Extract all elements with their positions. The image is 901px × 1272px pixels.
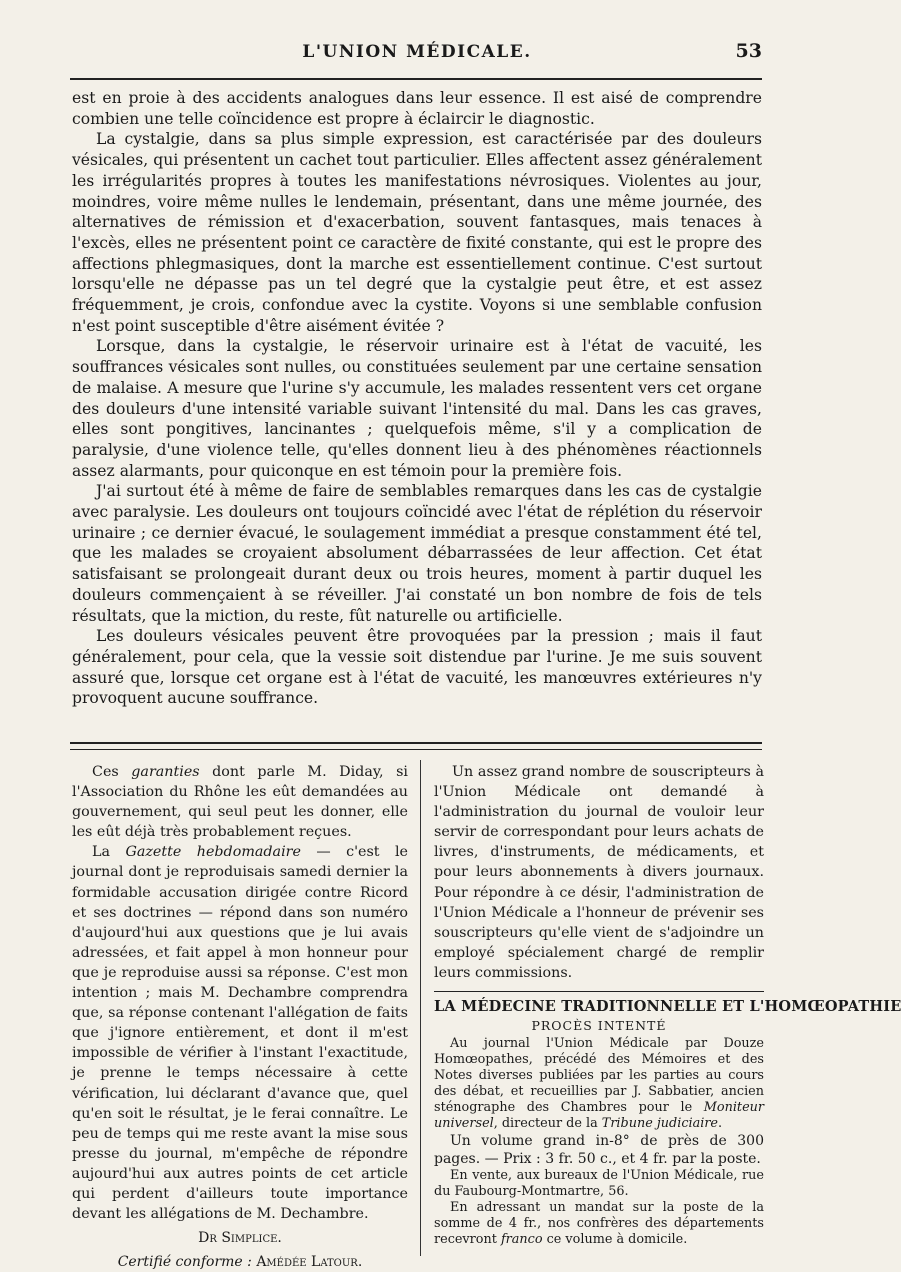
signature: Dr Simplice.	[198, 1230, 282, 1247]
notice-text: Un assez grand nombre de souscripteurs à l'Union Médicale ont demandé à l'administration du journal de vouloir leur servir de correspondant pour leurs achats de livres, d'instruments, de médicaments, et pour leurs abonnements à divers journaux. Pour répondre à ce désir, l'administration de l'Union Médicale a l'honneur de prévenir ses souscripteurs qu'elle vient de s'adjoindre un employé spécialement chargé de remplir leurs commissions.	[434, 764, 764, 981]
ad-paragraph-3: En vente, aux bureaux de l'Union Médicale, rue du Faubourg-Montmartre, 56.	[434, 1168, 764, 1200]
notice-rule	[434, 991, 764, 992]
header-rule	[70, 78, 762, 80]
page-header	[72, 38, 762, 68]
left-paragraph-2: La Gazette hebdomadaire — c'est le journal dont je reproduisais samedi dernier la formidable accusation dirigée contre Ricord et ses doctrines — répond dans son numéro d'aujourd'hui aux questions que je lui avais adressées, et fait appel à mon honneur pour que je reproduise aussi sa réponse. C'est mon intention ; mais M. Dechambre comprendra que, sa réponse contenant l'allégation de faits que j'ignore entièrement, et dont il m'est impossible de vérifier à l'instant l'exactitude, je prenne le temps nécessaire à cette vérification, lui déclarant d'avance que, quel qu'en soit le résultat, je le ferai connaître. Le peu de temps qui me reste avant la mise sous presse du journal, m'empêche de répondre aujourd'hui aux autres points de cet article qui perdent d'ailleurs toute importance devant les allégations de M. Dechambre.	[72, 844, 409, 1223]
ad-paragraph-4: En adressant un mandat sur la poste de la somme de 4 fr., nos confrères des départements recevront franco ce volume à domicile.	[434, 1200, 764, 1248]
feuilleton-column	[72, 762, 408, 1272]
section-divider	[70, 742, 762, 750]
subscriber-notice	[434, 762, 764, 983]
journal-name: Gazette hebdomadaire	[125, 844, 301, 861]
main-article	[72, 88, 762, 709]
paragraph-1: est en proie à des accidents analogues dans leur essence. Il est aisé de comprendre combien une telle coïncidence est propre à éclaircir le diagnostic.	[72, 89, 762, 128]
left-paragraph-1: Ces garanties dont parle M. Diday, si l'Association du Rhône les eût demandées au gouvernement, qui seul peut les donner, elle les eût déjà très probablement reçues.	[72, 764, 408, 841]
ad-paragraph-1: Au journal l'Union Médicale par Douze Homœopathes, précédé des Mémoires et des Notes diverses publiées par les parties au cours des débat, et recueillies par J. Sabbatier, ancien sténographe des Chambres pour le Moniteur universel, directeur de la Tribune judiciaire.	[434, 1036, 764, 1132]
column-divider	[420, 760, 421, 1256]
paragraph-4: J'ai surtout été à même de faire de semblables remarques dans les cas de cystalgie avec paralysie. Les douleurs ont toujours coïncidé avec l'état de réplétion du réservoir urinaire ; ce dernier évacué, le soulagement immédiat a presque constamment été tel, que les malades se croyaient absolument débarrassées de leur affection. Cet état satisfaisant se prolongeait durant deux ou trois heures, moment à partir duquel les douleurs commençaient à se réveiller. J'ai constaté un bon nombre de fois de tels résultats, que la miction, du reste, fût naturelle ou artificielle.	[72, 482, 762, 625]
page-number: 53	[735, 40, 762, 62]
ad-paragraph-2: Un volume grand in-8° de près de 300 pages. — Prix : 3 fr. 50 c., et 4 fr. par la poste.	[434, 1133, 764, 1168]
notices-column	[434, 762, 901, 1248]
advertisement-body	[434, 1036, 764, 1248]
emphasis: garanties	[131, 764, 200, 780]
running-title: L'UNION MÉDICALE.	[302, 42, 532, 62]
paragraph-3: Lorsque, dans la cystalgie, le réservoir urinaire est à l'état de vacuité, les souffrances vésicales sont nulles, ou constituées seulement par une certaine sensation de malaise. A mesure que l'urine s'y accumule, les malades ressentent vers cet organe des douleurs d'une intensité variable suivant l'intensité du mal. Dans les cas graves, elles sont pongitives, lancinantes ; quelquefois même, s'il y a complication de paralysie, d'une violence telle, qu'elles donnent lieu à des phénomènes réactionnels assez alarmants, pour quiconque en est témoin pour la première fois.	[72, 337, 762, 480]
advertisement-title: LA MÉDECINE TRADITIONNELLE ET L'HOMŒOPATHIE	[434, 998, 901, 1016]
paragraph-2: La cystalgie, dans sa plus simple expression, est caractérisée par des douleurs vésicales, qui présentent un cachet tout particulier. Elles affectent assez généralement les irrégularités propres à toutes les manifestations névrosiques. Violentes au jour, moindres, voire même nulles le lendemain, présentant, dans une même journée, des alternatives de rémission et d'exacerbation, souvent fantasques, mais tenaces à l'excès, elles ne présentent point ce caractère de fixité constante, qui est le propre des affections phlegmasiques, dont la marche est essentiellement continue. C'est surtout lorsqu'elle ne dépasse pas un tel degré que la cystalgie peut être, et est assez fréquemment, je crois, confondue avec la cystite. Voyons si une semblable confusion n'est point susceptible d'être aisément évitée ?	[72, 130, 762, 335]
paragraph-5: Les douleurs vésicales peuvent être provoquées par la pression ; mais il faut généralement, pour cela, que la vessie soit distendue par l'urine. Je me suis souvent assuré que, lorsque cet organe est à l'état de vacuité, les manœuvres extérieures n'y provoquent aucune souffrance.	[72, 627, 762, 708]
advertisement-subtitle: PROCÈS INTENTÉ	[531, 1018, 667, 1034]
certification-line: Certifié conforme : Amédée Latour.	[117, 1254, 363, 1271]
